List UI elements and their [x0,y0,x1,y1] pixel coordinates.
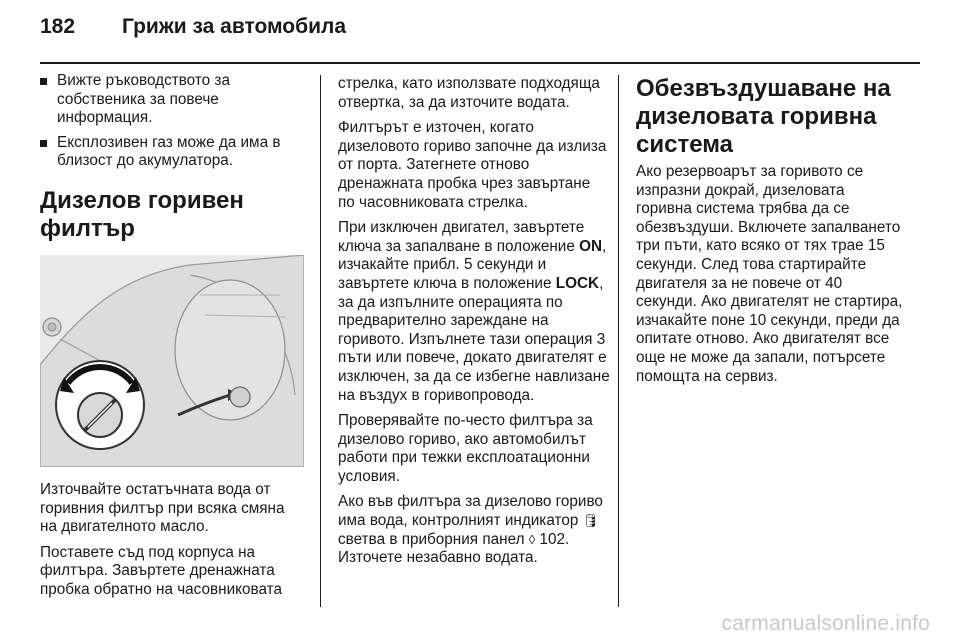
paragraph: Филтърът е източен, когато дизеловото гориво започне да излиза от порта. Затегнете отново дренажната пробка чрез завъртане по часовниковата стрелка. [338,119,607,211]
paragraph-indicator: Ако във филтъра за дизелово гориво има вода, контролният индикатор 🛢 светва в приборния панел ◊ 102. Източете незабавно водата. [338,493,603,567]
running-header-title: Грижи за автомобила [122,15,347,38]
list-item [40,134,304,171]
page-header [0,0,960,62]
paragraph: Поставете съд под корпуса на филтъра. Завъртете дренажната пробка обратно на часовниковата [40,543,282,598]
fuel-filter-illustration [40,255,304,467]
page-number: 182 [40,15,76,38]
section-heading-bleeding: Обезвъздушаване на дизеловата горивна система [636,75,891,158]
paragraph: стрелка, като използвате подходяща отвертка, за да източите водата. [338,75,600,111]
paragraph-ignition: При изключен двигател, завъртете ключа за запалване в положение ON, изчакайте прибл. 5 секунди и завъртете ключа в положение LOCK, за да изпълните операцията по предварително зареждане на горивото. Изпълнете тази операция 3 пъти или повече, докато двигателят е изключен, за да се избегне навлизане на въздух в горивопровода. [338,219,610,404]
section-heading-diesel-filter: Дизелов горивен филтър [40,186,244,242]
column-middle [338,75,610,575]
bullet-text: Експлозивен газ може да има в близост до акумулатора. [57,133,281,170]
list-item [40,72,304,128]
bullet-list [40,72,304,171]
column-divider [618,75,619,607]
ignition-position-lock: LOCK [555,274,600,292]
paragraph: Ако резервоарът за горивото се изпразни докрай, дизеловата горивна система трябва да се обезвъздуши. Включете запалването три пъти, като всяко от тях трае 15 секунди. След това стартирайте двигателя за не повече от 40 секунди. Ако двигателят не стартира, изчакайте поне 10 секунди, преди да опитате отново. Ако двигателят все още не може да запали, потърсете помощта на сервиз. [636,163,903,385]
watermark: carmanualsonline.info [721,612,930,635]
water-in-fuel-indicator-icon: 🛢 [582,513,600,529]
column-divider [320,75,321,607]
ignition-position-on: ON [579,237,603,255]
bullet-text: Вижте ръководството за собственика за повече информация. [57,72,230,127]
paragraph: Източвайте остатъчната вода от горивния филтър при всяка смяна на двигателното масло. [40,480,285,536]
bullet-square-icon [40,140,47,147]
paragraph: Проверявайте по-често филтъра за дизелово гориво, ако автомобилът работи при тежки експлоатационни условия. [338,412,593,485]
fuel-filter-drawing [40,255,304,467]
column-left [40,72,304,607]
page-reference-icon: ◊ [528,531,536,547]
header-divider [40,62,920,64]
bullet-square-icon [40,78,47,85]
column-right [636,75,904,393]
